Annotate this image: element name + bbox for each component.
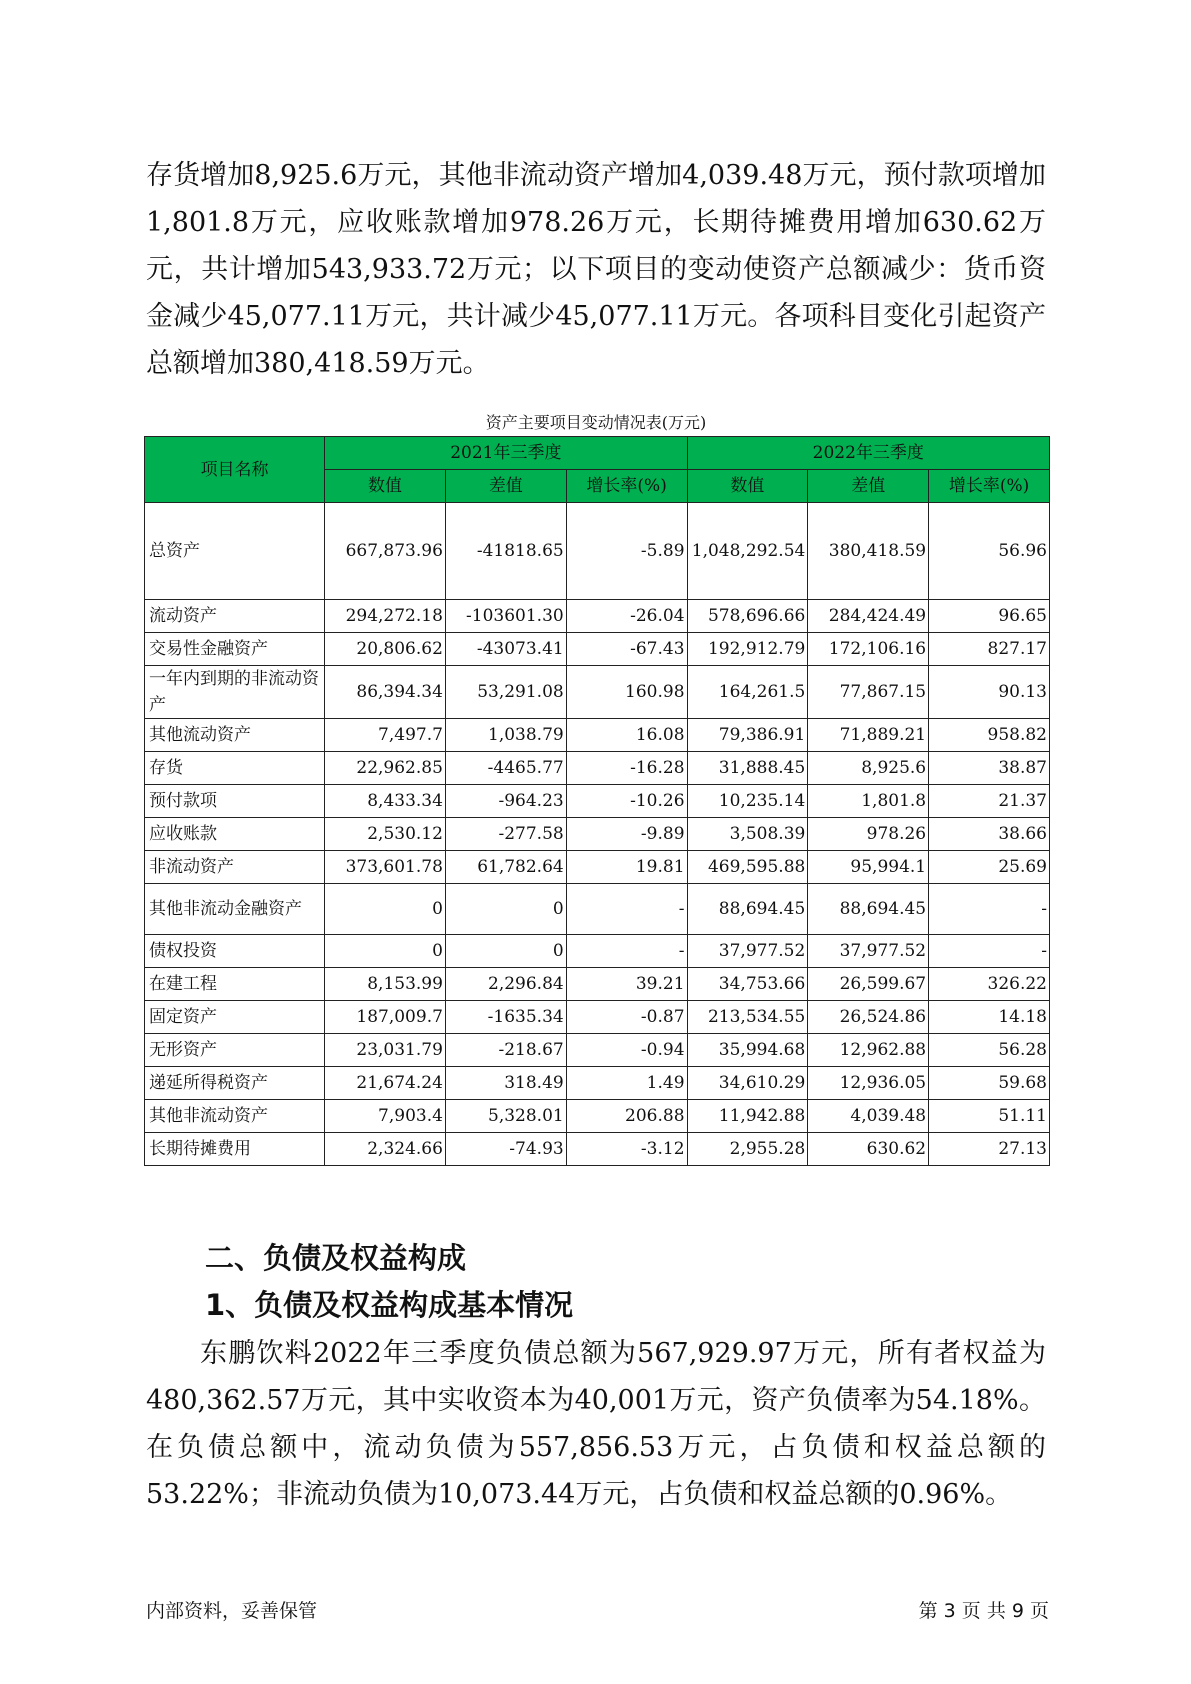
row-value-cell: 95,994.1 (808, 851, 929, 884)
table-row (145, 600, 1050, 633)
subsection-heading: 1、负债及权益构成基本情况 (205, 1288, 574, 1322)
row-value-cell: 8,925.6 (808, 752, 929, 785)
row-value-cell: 19.81 (566, 851, 687, 884)
row-value-cell: 90.13 (929, 666, 1050, 719)
row-value-cell: -4465.77 (445, 752, 566, 785)
row-value-cell: 77,867.15 (808, 666, 929, 719)
header-item-name: 项目名称 (145, 437, 325, 503)
row-value-cell: 667,873.96 (325, 503, 446, 600)
table-row (145, 633, 1050, 666)
row-value-cell: 2,955.28 (687, 1133, 808, 1166)
footer-confidential: 内部资料，妥善保管 (146, 1600, 318, 1622)
row-value-cell: 0 (445, 935, 566, 968)
row-value-cell: 56.28 (929, 1034, 1050, 1067)
row-item-name: 固定资产 (145, 1001, 325, 1034)
table-caption: 资产主要项目变动情况表(万元) (485, 413, 707, 432)
asset-change-table (144, 436, 1050, 1166)
row-value-cell: 12,936.05 (808, 1067, 929, 1100)
row-value-cell: 27.13 (929, 1133, 1050, 1166)
row-item-name: 递延所得税资产 (145, 1067, 325, 1100)
row-value-cell: 37,977.52 (687, 935, 808, 968)
table-row (145, 935, 1050, 968)
table-row (145, 851, 1050, 884)
row-value-cell: 59.68 (929, 1067, 1050, 1100)
row-value-cell: - (566, 884, 687, 935)
row-value-cell: 192,912.79 (687, 633, 808, 666)
row-value-cell: 1,801.8 (808, 785, 929, 818)
row-value-cell: 20,806.62 (325, 633, 446, 666)
row-value-cell: 88,694.45 (687, 884, 808, 935)
table-row (145, 785, 1050, 818)
table-row (145, 503, 1050, 600)
row-value-cell: 469,595.88 (687, 851, 808, 884)
table-row (145, 1067, 1050, 1100)
row-value-cell: 0 (325, 884, 446, 935)
subheader-value-2022: 数值 (687, 470, 808, 503)
row-item-name: 流动资产 (145, 600, 325, 633)
table-row (145, 666, 1050, 719)
row-item-name: 无形资产 (145, 1034, 325, 1067)
row-value-cell: 827.17 (929, 633, 1050, 666)
row-item-name: 存货 (145, 752, 325, 785)
row-value-cell: 71,889.21 (808, 719, 929, 752)
table-row (145, 1100, 1050, 1133)
row-value-cell: 164,261.5 (687, 666, 808, 719)
table-row (145, 1001, 1050, 1034)
row-item-name: 非流动资产 (145, 851, 325, 884)
row-value-cell: 318.49 (445, 1067, 566, 1100)
header-2021: 2021年三季度 (325, 437, 687, 470)
row-value-cell: 7,903.4 (325, 1100, 446, 1133)
row-value-cell: 11,942.88 (687, 1100, 808, 1133)
row-value-cell: - (929, 935, 1050, 968)
row-value-cell: -3.12 (566, 1133, 687, 1166)
subheader-growth-2022: 增长率(%) (929, 470, 1050, 503)
row-value-cell: 56.96 (929, 503, 1050, 600)
subheader-diff-2021: 差值 (445, 470, 566, 503)
row-value-cell: -277.58 (445, 818, 566, 851)
row-value-cell: 5,328.01 (445, 1100, 566, 1133)
row-value-cell: 160.98 (566, 666, 687, 719)
row-value-cell: - (566, 935, 687, 968)
row-value-cell: -5.89 (566, 503, 687, 600)
header-2022: 2022年三季度 (687, 437, 1049, 470)
row-value-cell: 16.08 (566, 719, 687, 752)
row-item-name: 其他非流动资产 (145, 1100, 325, 1133)
row-value-cell: 3,508.39 (687, 818, 808, 851)
subheader-growth-2021: 增长率(%) (566, 470, 687, 503)
row-item-name: 一年内到期的非流动资产 (145, 666, 325, 719)
row-value-cell: 25.69 (929, 851, 1050, 884)
section-heading: 二、负债及权益构成 (205, 1241, 467, 1275)
row-value-cell: -964.23 (445, 785, 566, 818)
row-item-name: 其他流动资产 (145, 719, 325, 752)
row-item-name: 在建工程 (145, 968, 325, 1001)
row-value-cell: 7,497.7 (325, 719, 446, 752)
row-value-cell: 39.21 (566, 968, 687, 1001)
row-value-cell: 187,009.7 (325, 1001, 446, 1034)
row-value-cell: 38.66 (929, 818, 1050, 851)
row-value-cell: -0.94 (566, 1034, 687, 1067)
row-value-cell: -103601.30 (445, 600, 566, 633)
row-value-cell: 23,031.79 (325, 1034, 446, 1067)
table-row (145, 968, 1050, 1001)
table-row (145, 719, 1050, 752)
row-value-cell: 86,394.34 (325, 666, 446, 719)
row-value-cell: 22,962.85 (325, 752, 446, 785)
row-value-cell: 578,696.66 (687, 600, 808, 633)
row-value-cell: -74.93 (445, 1133, 566, 1166)
row-value-cell: 34,610.29 (687, 1067, 808, 1100)
subheader-diff-2022: 差值 (808, 470, 929, 503)
row-value-cell: 380,418.59 (808, 503, 929, 600)
row-value-cell: -1635.34 (445, 1001, 566, 1034)
row-value-cell: 1,048,292.54 (687, 503, 808, 600)
row-value-cell: 2,296.84 (445, 968, 566, 1001)
row-value-cell: -10.26 (566, 785, 687, 818)
row-value-cell: 61,782.64 (445, 851, 566, 884)
row-item-name: 应收账款 (145, 818, 325, 851)
row-value-cell: 31,888.45 (687, 752, 808, 785)
row-value-cell: 34,753.66 (687, 968, 808, 1001)
row-value-cell: 26,524.86 (808, 1001, 929, 1034)
row-value-cell: 10,235.14 (687, 785, 808, 818)
row-value-cell: 978.26 (808, 818, 929, 851)
row-value-cell: 2,324.66 (325, 1133, 446, 1166)
row-value-cell: 51.11 (929, 1100, 1050, 1133)
row-value-cell: 630.62 (808, 1133, 929, 1166)
row-value-cell: - (929, 884, 1050, 935)
row-value-cell: 38.87 (929, 752, 1050, 785)
row-value-cell: 958.82 (929, 719, 1050, 752)
row-value-cell: 373,601.78 (325, 851, 446, 884)
row-value-cell: -43073.41 (445, 633, 566, 666)
table-row (145, 818, 1050, 851)
table-body (145, 503, 1050, 1166)
row-value-cell: 1.49 (566, 1067, 687, 1100)
row-value-cell: -218.67 (445, 1034, 566, 1067)
row-value-cell: -9.89 (566, 818, 687, 851)
table-row (145, 884, 1050, 935)
row-value-cell: 53,291.08 (445, 666, 566, 719)
row-value-cell: 35,994.68 (687, 1034, 808, 1067)
subheader-value-2021: 数值 (325, 470, 446, 503)
row-item-name: 债权投资 (145, 935, 325, 968)
row-value-cell: 96.65 (929, 600, 1050, 633)
row-value-cell: 172,106.16 (808, 633, 929, 666)
row-value-cell: 0 (445, 884, 566, 935)
row-value-cell: 8,153.99 (325, 968, 446, 1001)
row-value-cell: -26.04 (566, 600, 687, 633)
row-value-cell: 8,433.34 (325, 785, 446, 818)
row-value-cell: 37,977.52 (808, 935, 929, 968)
row-value-cell: 284,424.49 (808, 600, 929, 633)
row-value-cell: -67.43 (566, 633, 687, 666)
row-value-cell: 1,038.79 (445, 719, 566, 752)
row-value-cell: -16.28 (566, 752, 687, 785)
row-value-cell: 88,694.45 (808, 884, 929, 935)
row-value-cell: 213,534.55 (687, 1001, 808, 1034)
intro-paragraph: 存货增加8,925.6万元，其他非流动资产增加4,039.48万元，预付款项增加1,801.8万元，应收账款增加978.26万元，长期待摊费用增加630.62万元，共计增加543,933.72万元；以下项目的变动使资产总额减少：货币资金减少45,077.11万元，共计减少45,077.11万元。各项科目变化引起资产总额增加380,418.59万元。 (146, 160, 1046, 379)
row-item-name: 其他非流动金融资产 (145, 884, 325, 935)
row-item-name: 预付款项 (145, 785, 325, 818)
table-row (145, 1133, 1050, 1166)
row-value-cell: 79,386.91 (687, 719, 808, 752)
row-value-cell: -41818.65 (445, 503, 566, 600)
body-paragraph: 东鹏饮料2022年三季度负债总额为567,929.97万元，所有者权益为480,362.57万元，其中实收资本为40,001万元，资产负债率为54.18%。在负债总额中，流动负债为557,856.53万元，占负债和权益总额的53.22%；非流动负债为10,073.44万元，占负债和权益总额的0.96%。 (146, 1338, 1046, 1510)
row-value-cell: 12,962.88 (808, 1034, 929, 1067)
row-value-cell: 21,674.24 (325, 1067, 446, 1100)
table-row (145, 752, 1050, 785)
row-value-cell: 14.18 (929, 1001, 1050, 1034)
row-value-cell: 326.22 (929, 968, 1050, 1001)
row-item-name: 长期待摊费用 (145, 1133, 325, 1166)
row-value-cell: -0.87 (566, 1001, 687, 1034)
footer-page-number: 第 3 页 共 9 页 (918, 1600, 1049, 1622)
row-item-name: 交易性金融资产 (145, 633, 325, 666)
row-value-cell: 294,272.18 (325, 600, 446, 633)
row-value-cell: 206.88 (566, 1100, 687, 1133)
row-value-cell: 21.37 (929, 785, 1050, 818)
table-row (145, 1034, 1050, 1067)
row-value-cell: 2,530.12 (325, 818, 446, 851)
row-value-cell: 26,599.67 (808, 968, 929, 1001)
row-value-cell: 0 (325, 935, 446, 968)
row-item-name: 总资产 (145, 503, 325, 600)
row-value-cell: 4,039.48 (808, 1100, 929, 1133)
